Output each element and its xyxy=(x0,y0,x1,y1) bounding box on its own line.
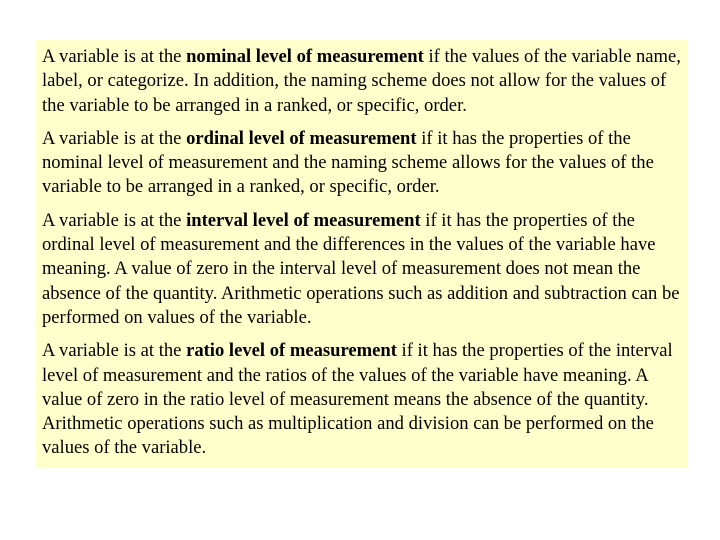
nominal-intro: A variable is at the xyxy=(42,46,187,67)
ratio-definition xyxy=(42,339,683,460)
ordinal-body: if it has the properties of the nominal level of measurement and the naming scheme allows for the values of the variable to be arranged in a ranked, or specific, order. xyxy=(42,127,654,198)
nominal-body: if the values of the variable name, label, or categorize. In addition, the naming scheme does not allow for the values of the variable to be arranged in a ranked, or specific, order. xyxy=(42,46,681,116)
definitions-panel xyxy=(36,40,688,468)
ordinal-definition xyxy=(42,127,683,200)
interval-body: if it has the properties of the ordinal level of measurement and the differences in the values of the variable have meaning. A value of zero in the interval level of measurement does not mean the absence of the quantity. Arithmetic operations such as addition and subtraction can be performed on values of the variable. xyxy=(42,209,680,328)
nominal-term: nominal level of measurement xyxy=(186,46,424,67)
ordinal-term: ordinal level of measurement xyxy=(186,127,417,149)
interval-definition xyxy=(42,209,683,330)
ratio-intro: A variable is at the xyxy=(42,340,187,362)
interval-term: interval level of measurement xyxy=(186,209,421,231)
ratio-term: ratio level of measurement xyxy=(186,340,397,362)
interval-intro: A variable is at the xyxy=(42,209,187,231)
ordinal-intro: A variable is at the xyxy=(42,127,187,149)
ratio-body: if it has the properties of the interval level of measurement and the ratios of the values of the variable have meaning. A value of zero in the ratio level of measurement means the absence of the quantity. Arithmetic operations such as multiplication and division can be performed on the values of the variable. xyxy=(42,340,673,459)
nominal-definition xyxy=(42,45,683,118)
